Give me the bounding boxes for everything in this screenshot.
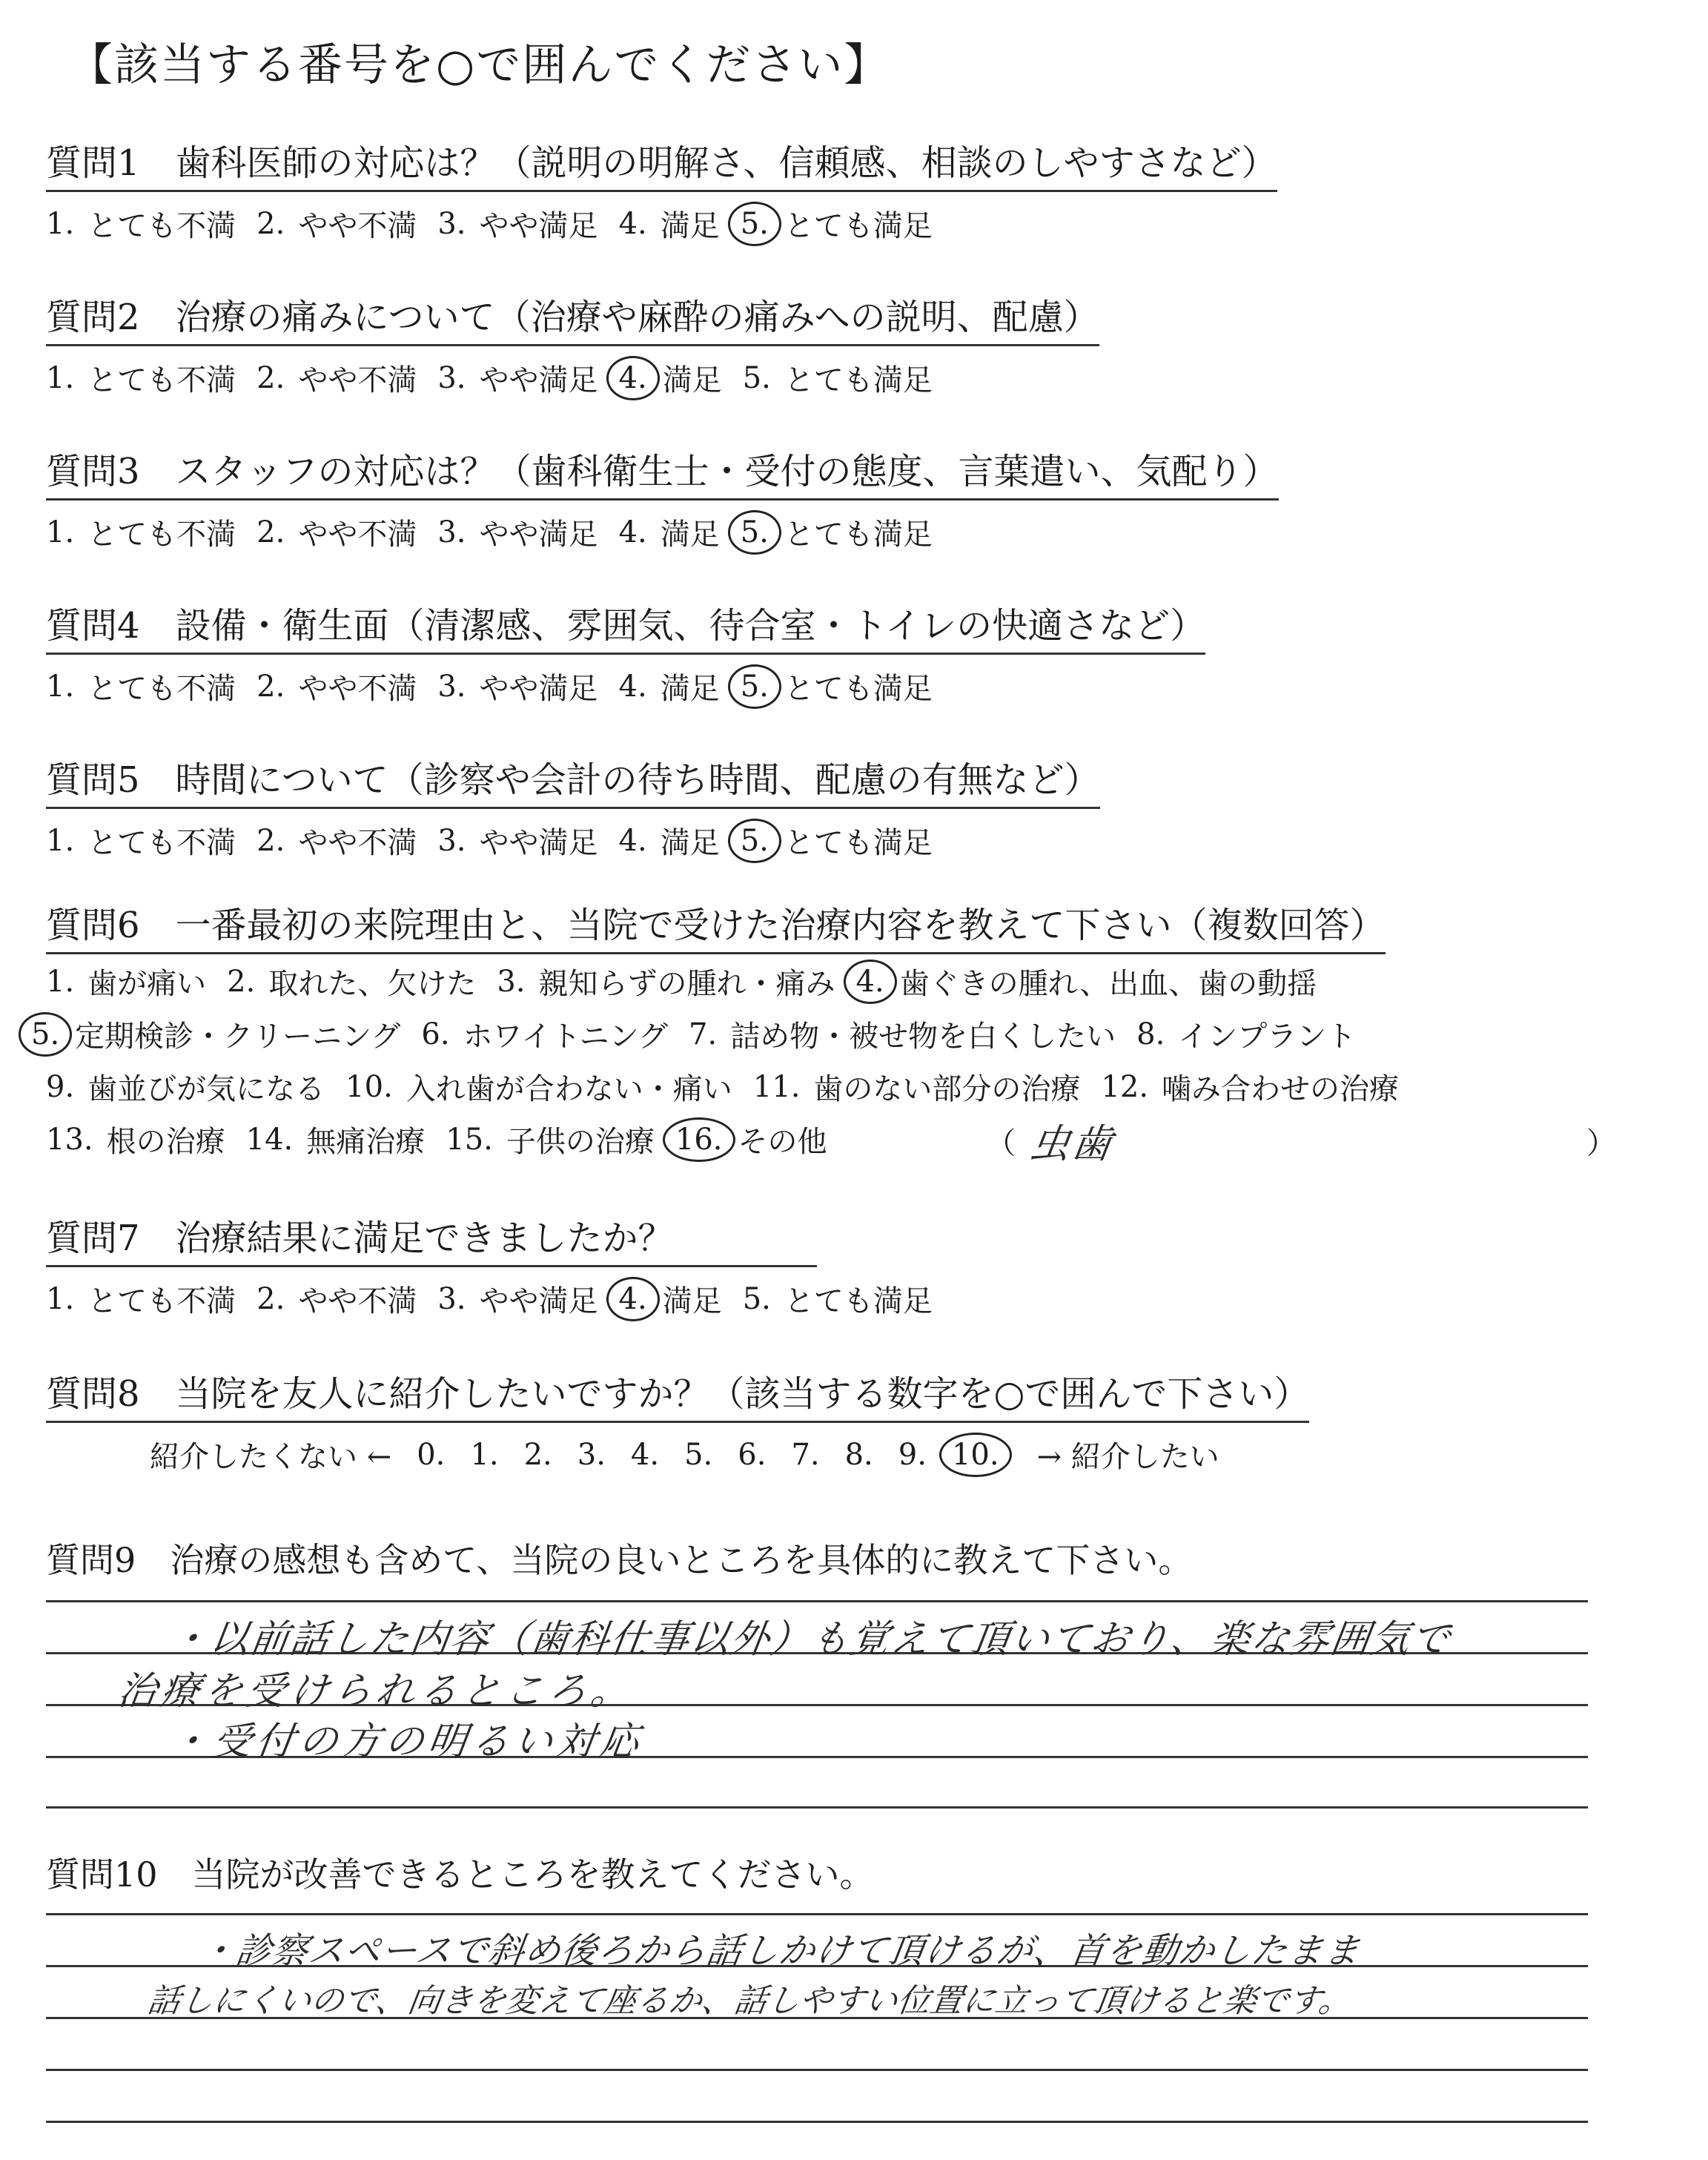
question-5 bbox=[46, 758, 1573, 862]
option-label: とても不満 bbox=[87, 209, 236, 243]
option-3[interactable] bbox=[437, 357, 598, 399]
option-label: その他 bbox=[738, 1125, 827, 1159]
scale-value[interactable] bbox=[738, 1438, 766, 1472]
option-number: 2. bbox=[256, 206, 285, 241]
option-number: 2. bbox=[256, 515, 285, 549]
scale-number: 0. bbox=[417, 1437, 446, 1472]
option-2[interactable] bbox=[256, 1278, 417, 1320]
option-3[interactable] bbox=[437, 202, 598, 245]
option-number: 5. bbox=[728, 202, 781, 246]
q6-option[interactable] bbox=[46, 1066, 325, 1108]
option-number: 1. bbox=[46, 669, 75, 704]
option-4[interactable] bbox=[619, 511, 720, 553]
option-label: 歯並びが気になる bbox=[87, 1072, 325, 1106]
question-7-title: 質問7 治療結果に満足できましたか？ bbox=[46, 1216, 817, 1267]
option-label: とても満足 bbox=[784, 672, 933, 706]
option-5[interactable] bbox=[741, 665, 933, 707]
q6-option[interactable] bbox=[227, 960, 476, 1003]
option-number: 2. bbox=[256, 1281, 285, 1316]
question-3-options bbox=[46, 511, 1573, 553]
option-number: 3. bbox=[437, 1281, 466, 1316]
option-number: 11. bbox=[752, 1069, 801, 1104]
option-label: 入れ歯が合わない・痛い bbox=[406, 1072, 732, 1106]
option-number: 5. bbox=[742, 360, 771, 395]
option-2[interactable] bbox=[256, 819, 417, 862]
option-4[interactable] bbox=[619, 357, 722, 399]
question-6-options bbox=[31, 960, 1573, 1160]
option-3[interactable] bbox=[437, 819, 598, 862]
option-number: 2. bbox=[256, 823, 285, 858]
option-number: 3. bbox=[437, 360, 466, 395]
option-label: 満足 bbox=[662, 363, 722, 397]
option-1[interactable] bbox=[46, 819, 236, 862]
question-5-options bbox=[46, 819, 1573, 862]
question-1 bbox=[46, 141, 1573, 245]
option-number: 5. bbox=[728, 510, 781, 555]
scale-number: 2. bbox=[523, 1437, 552, 1472]
option-number: 1. bbox=[46, 823, 75, 858]
option-label: 満足 bbox=[660, 518, 720, 552]
option-label: 定期検診・クリーニング bbox=[75, 1020, 401, 1054]
option-number: 3. bbox=[437, 823, 466, 858]
question-10-title: 質問10 当院が改善できるところを教えてください。 bbox=[46, 1855, 874, 1895]
option-label: とても不満 bbox=[87, 672, 236, 706]
option-label: 子供の治療 bbox=[506, 1125, 655, 1159]
option-label: やや満足 bbox=[479, 826, 598, 860]
option-label: とても満足 bbox=[784, 363, 933, 397]
option-number: 16. bbox=[663, 1117, 735, 1162]
scale-value[interactable] bbox=[417, 1438, 445, 1472]
option-label: 根の治療 bbox=[106, 1125, 225, 1159]
option-number: 7. bbox=[688, 1017, 718, 1051]
option-label: とても不満 bbox=[87, 1284, 236, 1318]
q9-rule-5 bbox=[46, 1806, 1588, 1809]
option-label: やや不満 bbox=[298, 209, 417, 243]
option-4[interactable] bbox=[619, 665, 720, 707]
scale-value[interactable] bbox=[631, 1438, 659, 1472]
q6-option[interactable] bbox=[1136, 1013, 1356, 1055]
q10-rule-4 bbox=[46, 2069, 1588, 2071]
option-3[interactable] bbox=[437, 1278, 598, 1320]
option-label: 満足 bbox=[660, 826, 720, 860]
q6-option[interactable] bbox=[446, 1118, 655, 1160]
question-2 bbox=[46, 295, 1573, 399]
option-number: 5. bbox=[728, 819, 781, 863]
option-5[interactable] bbox=[741, 202, 933, 245]
option-1[interactable] bbox=[46, 202, 236, 245]
option-label: とても満足 bbox=[784, 209, 933, 243]
option-2[interactable] bbox=[256, 511, 417, 553]
option-number: 2. bbox=[227, 964, 256, 999]
option-number: 3. bbox=[437, 515, 466, 549]
question-2-options bbox=[46, 357, 1573, 399]
q6-option[interactable] bbox=[1101, 1066, 1399, 1108]
question-5-title: 質問5 時間について（診察や会計の待ち時間、配慮の有無など） bbox=[46, 758, 1100, 809]
scale-value[interactable] bbox=[577, 1438, 606, 1472]
option-number: 14. bbox=[245, 1122, 294, 1157]
scale-number: 5. bbox=[684, 1437, 713, 1472]
question-8-title: 質問8 当院を友人に紹介したいですか？（該当する数字を○で囲んで下さい） bbox=[46, 1372, 1309, 1423]
option-1[interactable] bbox=[46, 511, 236, 553]
option-number: 4. bbox=[618, 206, 647, 241]
option-number: 1. bbox=[46, 360, 75, 395]
scale-value[interactable] bbox=[524, 1438, 552, 1472]
q9-rule-1 bbox=[46, 1600, 1588, 1602]
q6-option[interactable] bbox=[675, 1118, 827, 1160]
option-number: 1. bbox=[46, 1281, 75, 1316]
option-number: 10. bbox=[345, 1069, 393, 1104]
q6-option[interactable] bbox=[497, 960, 835, 1003]
option-label: やや満足 bbox=[479, 1284, 598, 1318]
option-label: とても満足 bbox=[784, 1284, 933, 1318]
question-4-options bbox=[46, 665, 1573, 707]
option-label: とても不満 bbox=[87, 826, 236, 860]
question-7-options bbox=[46, 1278, 1573, 1320]
question-6 bbox=[31, 903, 1573, 1160]
option-number: 4. bbox=[618, 669, 647, 704]
question-6-row-1 bbox=[46, 960, 1573, 1003]
scale-left-label: 紹介したくない ← bbox=[150, 1440, 392, 1474]
question-10 bbox=[46, 1848, 1573, 1897]
scale-number: 1. bbox=[470, 1437, 499, 1472]
option-label: 取れた、欠けた bbox=[268, 967, 477, 1001]
option-number: 1. bbox=[46, 515, 75, 549]
question-8-scale bbox=[150, 1433, 1573, 1476]
question-2-title: 質問2 治療の痛みについて（治療や麻酔の痛みへの説明、配慮） bbox=[46, 295, 1099, 346]
q6-option[interactable] bbox=[31, 1013, 400, 1055]
scale-number: 6. bbox=[738, 1437, 767, 1472]
question-6-row-3 bbox=[46, 1066, 1573, 1108]
option-label: とても不満 bbox=[87, 518, 236, 552]
option-label: やや満足 bbox=[479, 363, 598, 397]
q9-answer-line-2: 治療を受けられるところ。 bbox=[115, 1669, 638, 1714]
question-6-title: 質問6 一番最初の来院理由と、当院で受けた治療内容を教えて下さい（複数回答） bbox=[46, 903, 1386, 954]
option-4[interactable] bbox=[619, 202, 720, 245]
option-label: ホワイトニング bbox=[463, 1020, 668, 1054]
q6-option[interactable] bbox=[46, 1118, 225, 1160]
question-9 bbox=[46, 1533, 1573, 1582]
option-label: 無痛治療 bbox=[306, 1125, 426, 1159]
q6-option[interactable] bbox=[421, 1013, 668, 1055]
option-number: 4. bbox=[606, 356, 660, 400]
option-5[interactable] bbox=[741, 511, 933, 553]
option-label: 歯のない部分の治療 bbox=[813, 1072, 1081, 1106]
q6-option[interactable] bbox=[689, 1013, 1116, 1055]
option-2[interactable] bbox=[256, 665, 417, 707]
option-1[interactable] bbox=[46, 1278, 236, 1320]
option-1[interactable] bbox=[46, 357, 236, 399]
question-1-options bbox=[46, 202, 1573, 245]
option-number: 4. bbox=[606, 1277, 660, 1321]
option-number: 8. bbox=[1136, 1017, 1165, 1051]
option-1[interactable] bbox=[46, 665, 236, 707]
option-number: 3. bbox=[497, 964, 526, 999]
q10-rule-1 bbox=[46, 1913, 1588, 1915]
option-number: 4. bbox=[618, 823, 647, 858]
scale-value[interactable] bbox=[791, 1438, 819, 1472]
q10-answer-line-1: ・診察スペースで斜め後ろから話しかけて頂けるが、首を動かしたまま bbox=[196, 1930, 1363, 1972]
option-label: やや不満 bbox=[298, 363, 417, 397]
page-title: 【該当する番号を○で囲んでください】 bbox=[68, 39, 890, 91]
q6-option[interactable] bbox=[753, 1066, 1081, 1108]
q6-option[interactable] bbox=[856, 960, 1317, 1003]
question-3-title: 質問3 スタッフの対応は？（歯科衛生士・受付の態度、言葉遣い、気配り） bbox=[46, 449, 1279, 501]
option-label: 詰め物・被せ物を白くしたい bbox=[730, 1020, 1116, 1054]
option-number: 4. bbox=[844, 960, 897, 1004]
option-number: 6. bbox=[421, 1017, 450, 1051]
option-number: 1. bbox=[46, 964, 75, 999]
scale-right-label: → 紹介したい bbox=[1036, 1440, 1219, 1474]
option-label: 親知らずの腫れ・痛み bbox=[538, 967, 835, 1001]
scale-number: 4. bbox=[630, 1437, 660, 1472]
option-number: 3. bbox=[437, 206, 466, 241]
scale-value[interactable] bbox=[684, 1438, 712, 1472]
scale-number: 7. bbox=[791, 1437, 820, 1472]
option-3[interactable] bbox=[437, 665, 598, 707]
option-label: 満足 bbox=[662, 1284, 722, 1318]
option-number: 15. bbox=[446, 1122, 493, 1157]
scale-number: 9. bbox=[898, 1437, 927, 1472]
question-3 bbox=[46, 449, 1573, 553]
option-label: とても満足 bbox=[784, 518, 933, 552]
scale-number: 8. bbox=[844, 1437, 873, 1472]
question-9-title: 質問9 治療の感想も含めて、当院の良いところを具体的に教えて下さい。 bbox=[46, 1540, 1193, 1580]
q10-rule-5 bbox=[46, 2121, 1588, 2123]
other-paren-open: （ bbox=[986, 1126, 1016, 1160]
question-4-title: 質問4 設備・衛生面（清潔感、雰囲気、待合室・トイレの快適さなど） bbox=[46, 604, 1205, 655]
option-number: 2. bbox=[256, 669, 285, 704]
option-5[interactable] bbox=[741, 819, 933, 862]
scale-value[interactable] bbox=[470, 1438, 498, 1472]
option-label: とても不満 bbox=[87, 363, 236, 397]
option-label: 満足 bbox=[660, 672, 720, 706]
q9-answer-line-3: ・受付の方の明るい対応 bbox=[167, 1720, 646, 1764]
option-2[interactable] bbox=[256, 357, 417, 399]
option-label: 歯が痛い bbox=[87, 967, 207, 1001]
option-label: 噛み合わせの治療 bbox=[1162, 1072, 1400, 1106]
other-answer-handwritten: 虫歯 bbox=[1027, 1120, 1116, 1167]
option-5[interactable] bbox=[743, 357, 933, 399]
option-3[interactable] bbox=[437, 511, 598, 553]
q6-option[interactable] bbox=[246, 1118, 426, 1160]
option-number: 5. bbox=[19, 1012, 72, 1057]
option-label: やや不満 bbox=[298, 826, 417, 860]
scale-value[interactable] bbox=[952, 1438, 1012, 1472]
other-paren-close: ） bbox=[1586, 1126, 1616, 1160]
option-number: 1. bbox=[46, 206, 75, 241]
option-number: 4. bbox=[618, 515, 647, 549]
option-label: やや満足 bbox=[479, 209, 598, 243]
scale-number: 3. bbox=[577, 1437, 606, 1472]
option-label: やや不満 bbox=[298, 518, 417, 552]
option-label: やや不満 bbox=[298, 1284, 417, 1318]
question-4 bbox=[46, 604, 1573, 707]
q10-answer-line-2: 話しにくいので、向きを変えて座るか、話しやすい位置に立って頂けると楽です。 bbox=[145, 1982, 1354, 2020]
q9-answer-line-1: ・以前話した内容（歯科仕事以外）も覚えて頂いており、楽な雰囲気で bbox=[167, 1617, 1454, 1662]
question-8 bbox=[46, 1372, 1573, 1476]
option-4[interactable] bbox=[619, 1278, 722, 1320]
option-number: 3. bbox=[437, 669, 466, 704]
option-number: 5. bbox=[742, 1281, 771, 1316]
q6-option[interactable] bbox=[345, 1066, 732, 1108]
question-7 bbox=[46, 1216, 1573, 1320]
option-4[interactable] bbox=[619, 819, 720, 862]
q6-option[interactable] bbox=[46, 960, 206, 1003]
option-label: やや不満 bbox=[298, 672, 417, 706]
option-2[interactable] bbox=[256, 202, 417, 245]
option-label: 満足 bbox=[660, 209, 720, 243]
question-1-title: 質問1 歯科医師の対応は？（説明の明解さ、信頼感、相談のしやすさなど） bbox=[46, 141, 1277, 192]
option-label: とても満足 bbox=[784, 826, 933, 860]
option-number: 9. bbox=[46, 1069, 75, 1104]
option-label: やや満足 bbox=[479, 518, 598, 552]
option-label: インプラント bbox=[1178, 1020, 1357, 1054]
option-number: 2. bbox=[256, 360, 285, 395]
option-label: 歯ぐきの腫れ、出血、歯の動揺 bbox=[899, 967, 1317, 1001]
option-number: 13. bbox=[46, 1122, 93, 1157]
scale-number: 10. bbox=[939, 1433, 1012, 1477]
question-6-row-2 bbox=[31, 1013, 1573, 1055]
option-number: 12. bbox=[1101, 1069, 1149, 1104]
question-6-row-4 bbox=[46, 1118, 1573, 1160]
option-5[interactable] bbox=[743, 1278, 933, 1320]
scale-value[interactable] bbox=[898, 1438, 927, 1472]
scale-value[interactable] bbox=[845, 1438, 873, 1472]
option-number: 5. bbox=[728, 664, 781, 709]
option-label: やや満足 bbox=[479, 672, 598, 706]
